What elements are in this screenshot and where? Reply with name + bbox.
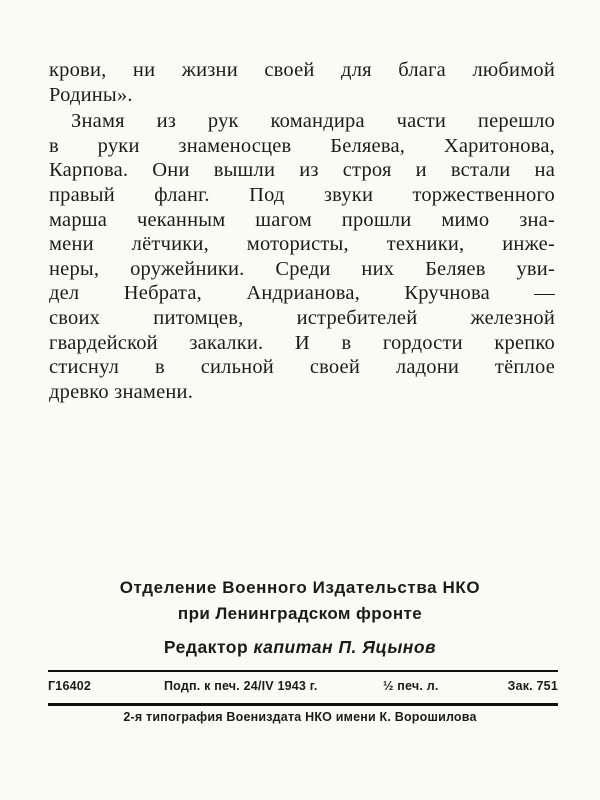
text-line: Родины». <box>49 83 133 106</box>
censor-code: Г16402 <box>48 679 92 693</box>
text-line: неры, оружейники. Среди них Беляев уви- <box>49 257 555 280</box>
text-line: Карпова. Они вышли из строя и встали на <box>49 159 555 182</box>
text-line: Знамя из рук командира части перешло <box>71 110 555 133</box>
printer-credit: 2-я типография Воениздата НКО имени К. Ворошилова <box>123 710 477 724</box>
body-text <box>49 58 555 404</box>
order-number: Зак. 751 <box>507 679 558 693</box>
print-details <box>48 679 558 697</box>
sheet-count: ½ печ. л. <box>383 679 439 693</box>
text-line: правый фланг. Под звуки торжественного <box>49 183 555 206</box>
editor-name: капитан П. Яцынов <box>253 637 437 657</box>
text-line: марша чеканным шагом прошли мимо зна- <box>49 208 555 231</box>
text-line: дел Небрата, Андрианова, Кручнова — <box>49 282 555 305</box>
signed-date: Подп. к печ. 24/IV 1943 г. <box>164 679 318 693</box>
text-line: стиснул в сильной своей ладони тёплое <box>49 356 555 379</box>
top-rule <box>48 670 558 672</box>
editor-credit <box>0 637 600 658</box>
bottom-rule <box>48 703 558 706</box>
text-line: крови, ни жизни своей для блага любимой <box>49 59 555 81</box>
publisher-location: при Ленинградском фронте <box>177 604 423 623</box>
text-line: древко знамени. <box>49 380 194 403</box>
publisher-name: Отделение Военного Издательства НКО <box>119 578 481 597</box>
text-line: мени лётчики, мотористы, техники, инже- <box>49 233 555 256</box>
text-line: гвардейской закалки. И в гордости крепко <box>49 331 555 354</box>
text-line: в руки знаменосцев Беляева, Харитонова, <box>49 134 555 157</box>
editor-prefix: Редактор <box>163 637 249 657</box>
text-line: своих питомцев, истребителей железной <box>49 306 555 329</box>
